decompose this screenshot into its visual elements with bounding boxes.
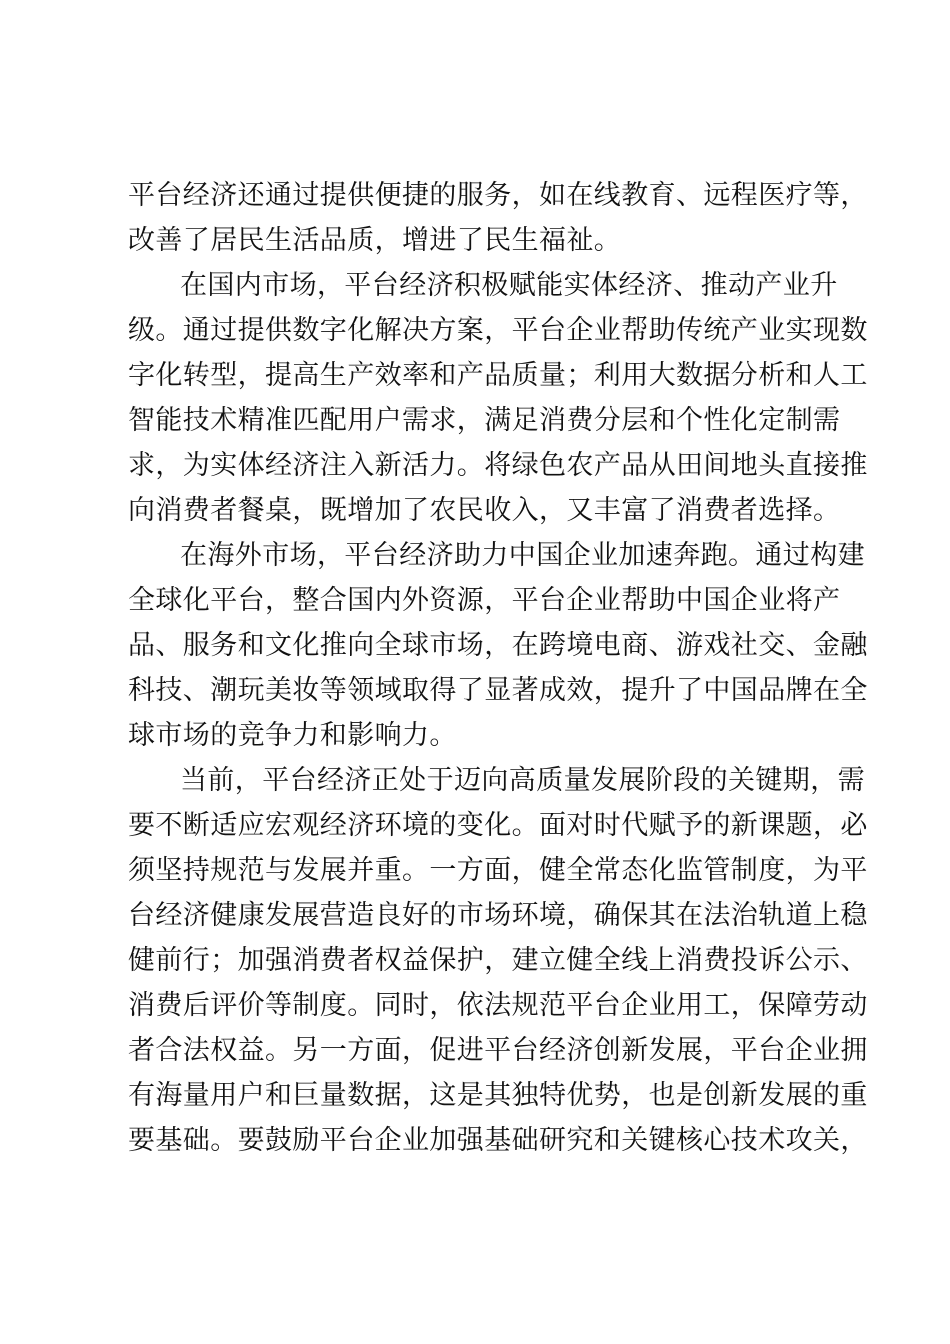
text-line: 全球化平台，整合国内外资源，平台企业帮助中国企业将产 bbox=[128, 585, 841, 616]
text-line: 要基础。要鼓励平台企业加强基础研究和关键核心技术攻关， bbox=[128, 1125, 868, 1156]
text-line: 向消费者餐桌，既增加了农民收入，又丰富了消费者选择。 bbox=[128, 495, 841, 526]
paragraph-start-line: 当前，平台经济正处于迈向高质量发展阶段的关键期，需 bbox=[180, 765, 865, 796]
text-line: 科技、潮玩美妆等领域取得了显著成效，提升了中国品牌在全 bbox=[128, 675, 868, 706]
text-line: 者合法权益。另一方面，促进平台经济创新发展，平台企业拥 bbox=[128, 1035, 868, 1066]
text-line: 须坚持规范与发展并重。一方面，健全常态化监管制度，为平 bbox=[128, 855, 868, 886]
text-line: 要不断适应宏观经济环境的变化。面对时代赋予的新课题，必 bbox=[128, 810, 868, 841]
text-line: 改善了居民生活品质，增进了民生福祉。 bbox=[128, 225, 622, 256]
text-line: 智能技术精准匹配用户需求，满足消费分层和个性化定制需 bbox=[128, 405, 841, 436]
paragraph-start-line: 在海外市场，平台经济助力中国企业加速奔跑。通过构建 bbox=[180, 540, 865, 571]
text-line: 字化转型，提高生产效率和产品质量；利用大数据分析和人工 bbox=[128, 360, 868, 391]
text-line: 台经济健康发展营造良好的市场环境，确保其在法治轨道上稳 bbox=[128, 900, 868, 931]
text-line: 健前行；加强消费者权益保护，建立健全线上消费投诉公示、 bbox=[128, 945, 868, 976]
text-line: 有海量用户和巨量数据，这是其独特优势，也是创新发展的重 bbox=[128, 1080, 868, 1111]
paragraph-start-line: 在国内市场，平台经济积极赋能实体经济、推动产业升 bbox=[180, 270, 838, 301]
text-line: 平台经济还通过提供便捷的服务，如在线教育、远程医疗等， bbox=[128, 180, 868, 211]
text-line: 求，为实体经济注入新活力。将绿色农产品从田间地头直接推 bbox=[128, 450, 868, 481]
text-line: 消费后评价等制度。同时，依法规范平台企业用工，保障劳动 bbox=[128, 990, 868, 1021]
text-line: 品、服务和文化推向全球市场，在跨境电商、游戏社交、金融 bbox=[128, 630, 868, 661]
text-line: 球市场的竞争力和影响力。 bbox=[128, 720, 457, 751]
text-line: 级。通过提供数字化解决方案，平台企业帮助传统产业实现数 bbox=[128, 315, 868, 346]
